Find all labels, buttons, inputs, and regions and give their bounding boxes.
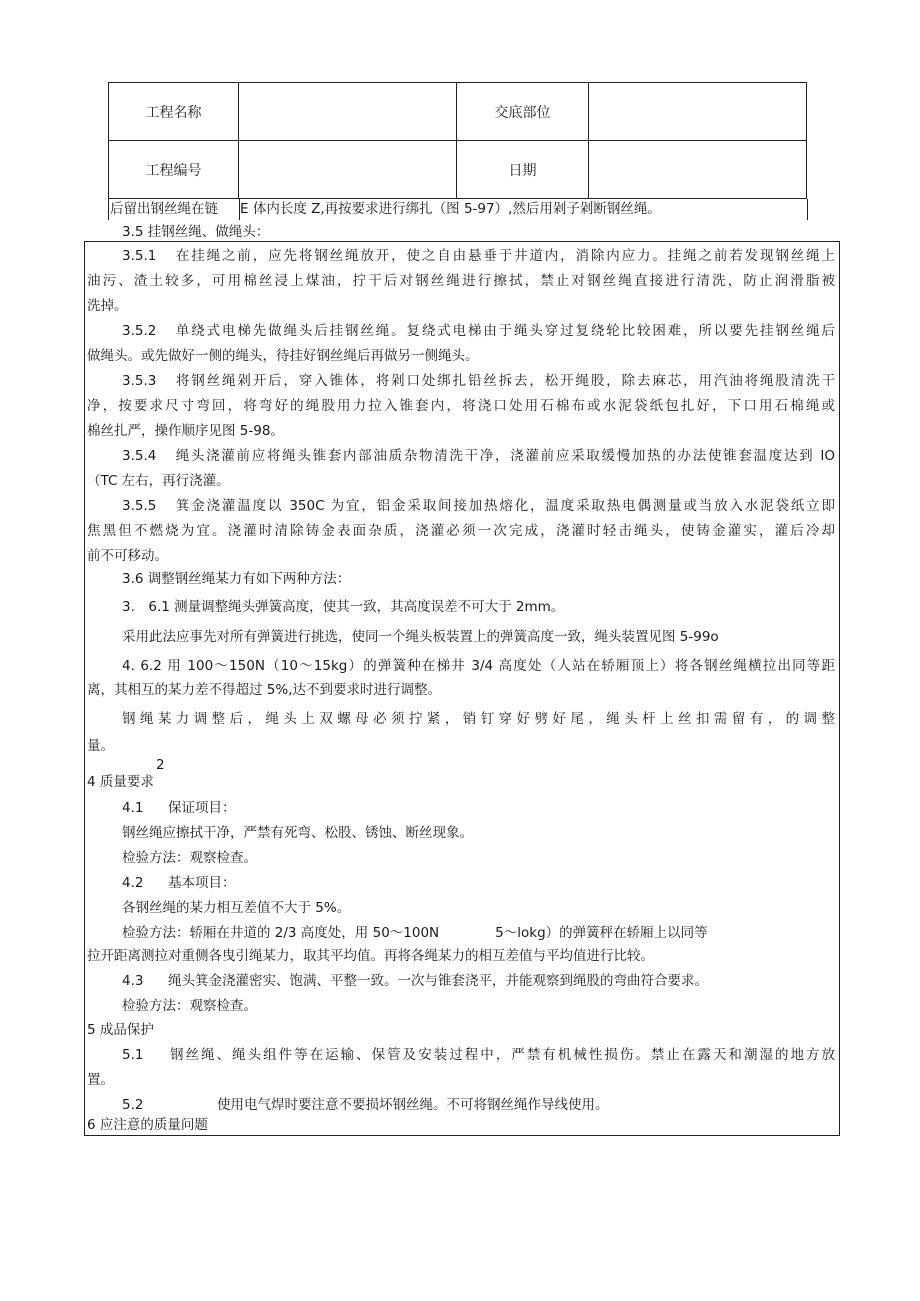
item-4-1-text: 钢丝绳应擦拭干净，严禁有死弯、松股、锈蚀、断丝现象。 xyxy=(122,825,473,841)
strip-left-text: 后留出钢丝绳在链 xyxy=(109,199,240,220)
para-adjust-line-1: 钢绳某力调整后，绳头上双螺母必须拧紧，销钉穿好劈好尾，绳头杆上丝扣需留有，的调整 xyxy=(122,711,835,727)
para-3-6-1: 3. 6.1 测量调整绳头弹簧高度，使其一致，其高度误差不可大于 2mm。 xyxy=(122,599,565,615)
header-row-1 xyxy=(109,83,807,141)
para-3-6-2-line-2: 离，其相互的某力差不得超过 5%,达不到要求时进行调整。 xyxy=(87,682,441,698)
item-4-1: 4.1 保证项目： xyxy=(122,800,236,816)
para-3-5-1-line-3: 洗掉。 xyxy=(87,298,128,314)
item-4-2-check-cont: 拉开距离测拉对重侧各曳引绳某力，取其平均值。再将各绳某力的相互差值与平均值进行比较。 xyxy=(87,948,654,964)
para-number: 3.5.2 xyxy=(122,323,157,339)
para-3-5-4-line-2: （TC 左右，再行浇灌。 xyxy=(87,473,230,489)
header-table xyxy=(108,82,807,199)
page-number: 2 xyxy=(156,757,165,773)
item-5-1-line-1: 5.1 钢丝绳、绳头组件等在运输、保管及安装过程中，严禁有机械性损伤。禁止在露天和潮湿的地方放 xyxy=(122,1047,835,1063)
item-5-2: 5.2 使用电气焊时要注意不要损坏钢丝绳。不可将钢丝绳作导线使用。 xyxy=(122,1097,609,1113)
project-name-label: 工程名称 xyxy=(109,83,239,141)
location-value xyxy=(589,83,807,141)
para-3-6-2-line-1: 4. 6.2 用 100～150N（10～15kg）的弹簧种在梯井 3/4 高度处（人站在轿厢顶上）将各钢丝绳横拉出同等距 xyxy=(122,658,835,674)
project-no-label: 工程编号 xyxy=(109,141,239,199)
para-number: 3.5.1 xyxy=(122,248,157,264)
project-name-value xyxy=(239,83,457,141)
para-3-5-1-line-2: 油污、渣土较多，可用棉丝浸上煤油，拧干后对钢丝绳进行擦拭，禁止对钢丝绳直接进行清洗，防止润滑脂被 xyxy=(87,273,835,289)
section-3-6-title: 3.6 调整钢丝绳某力有如下两种方法： xyxy=(122,571,351,587)
para-3-5-3-line-3: 棉丝扎严，操作顺序见图 5-98。 xyxy=(87,423,284,439)
para-3-5-5-line-2: 焦黑但不燃烧为宜。浇灌时清除铸金表面杂质，浇灌必须一次完成，浇灌时轻击绳头，使铸金灌实，灌后冷却 xyxy=(87,523,835,539)
para-3-5-1-line-1: 3.5.1 在挂绳之前，应先将钢丝绳放开，使之自由悬垂于井道内，消除内应力。挂绳之前若发现钢丝绳上 xyxy=(122,248,835,264)
item-4-1-check: 检验方法：观察检查。 xyxy=(122,850,257,866)
date-value xyxy=(589,141,807,199)
para-3-6-1-note: 采用此法应事先对所有弹簧进行挑选，使同一个绳头板装置上的弹簧高度一致，绳头装置见图 5-99o xyxy=(122,629,719,645)
para-3-5-4-line-1: 3.5.4 绳头浇灌前应将绳头锥套内部油质杂物清洗干净，浇灌前应采取缓慢加热的办法使锥套温度达到 IO xyxy=(122,448,835,464)
item-4-2: 4.2 基本项目： xyxy=(122,875,236,891)
item-5-1-line-2: 置。 xyxy=(87,1072,114,1088)
para-3-5-2-line-2: 做绳头。或先做好一侧的绳头，待挂好钢丝绳后再做另一侧绳头。 xyxy=(87,348,479,364)
item-4-2-check: 检验方法：轿厢在井道的 2/3 高度处，用 50～100N 5～lokg）的弹簧秤在轿厢上以同等 xyxy=(122,925,708,941)
para-3-5-5-line-1: 3.5.5 箕金浇灌温度以 350C 为宜，铝金采取间接加热熔化，温度采取热电偶测量或当放入水泥袋纸立即 xyxy=(122,498,835,514)
project-no-value xyxy=(239,141,457,199)
date-label: 日期 xyxy=(457,141,589,199)
section-6-title: 6 应注意的质量问题 xyxy=(87,1117,208,1133)
para-3-5-2-line-1: 3.5.2 单绕式电梯先做绳头后挂钢丝绳。复绕式电梯由于绳头穿过复绕轮比较困难，所以要先挂钢丝绳后 xyxy=(122,323,835,339)
location-label: 交底部位 xyxy=(457,83,589,141)
para-adjust-line-2: 量。 xyxy=(87,738,114,754)
para-3-5-5-line-3: 前不可移动。 xyxy=(87,548,168,564)
item-4-2-text: 各钢丝绳的某力相互差值不大于 5%。 xyxy=(122,900,351,916)
para-3-5-3-line-1: 3.5.3 将钢丝绳剁开后，穿入锥体，将剁口处绑扎铅丝拆去，松开绳股，除去麻芯，用汽油将绳股清洗干 xyxy=(122,373,835,389)
header-row-2 xyxy=(109,141,807,199)
section-4-title: 4 质量要求 xyxy=(87,774,154,790)
section-3-5-title: 3.5 挂钢丝绳、做绳头： xyxy=(122,224,270,240)
para-number: 3.5.3 xyxy=(122,373,157,389)
section-5-title: 5 成品保护 xyxy=(87,1022,154,1038)
para-3-5-3-line-2: 净，按要求尺寸弯回，将弯好的绳股用力拉入锥套内，将浇口处用石棉布或水泥袋纸包扎好，下口用石棉绳或 xyxy=(87,398,835,414)
para-number: 3.5.4 xyxy=(122,448,157,464)
strip-right-text: E 体内长度 Z,再按要求进行绑扎（图 5-97）,然后用剁子剁断钢丝绳。 xyxy=(240,201,661,217)
item-4-3-check: 检验方法：观察检查。 xyxy=(122,998,257,1014)
continuation-strip xyxy=(108,199,808,220)
para-number: 3.5.5 xyxy=(122,498,157,514)
item-4-3: 4.3 绳头箕金浇灌密实、饱满、平整一致。一次与锥套浇平，并能观察到绳股的弯曲符合要求。 xyxy=(122,973,708,989)
